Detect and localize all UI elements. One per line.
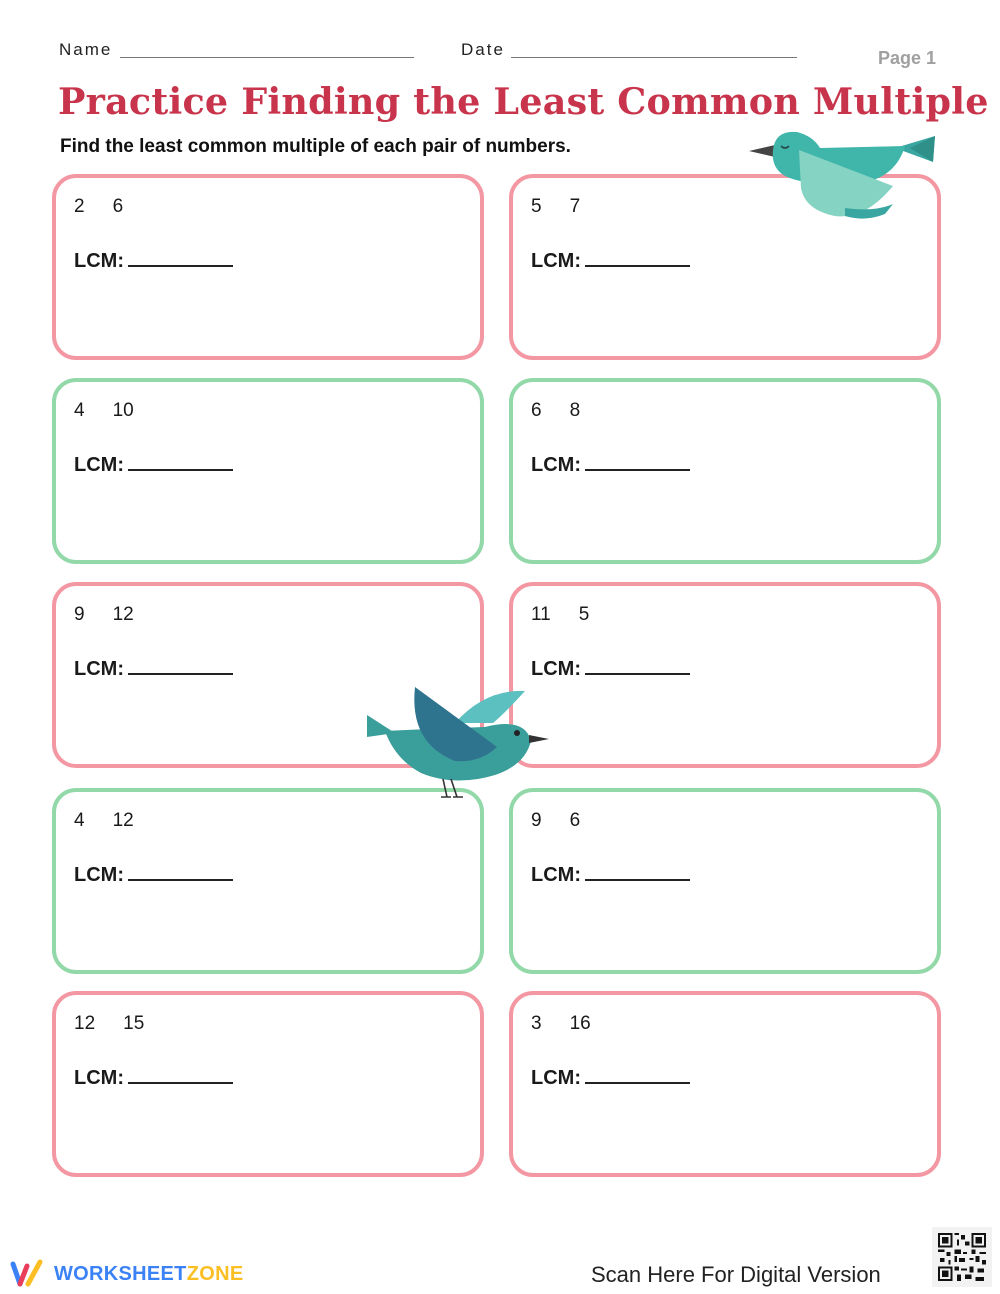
lcm-answer [531,864,690,887]
answer-blank[interactable] [128,1082,233,1084]
number-pair [531,810,580,832]
instructions: Find the least common multiple of each pair of numbers. [60,136,571,157]
lcm-answer [74,250,233,273]
number-a: 11 [531,604,551,625]
lcm-answer [74,454,233,477]
name-field[interactable] [59,40,112,60]
lcm-label: LCM: [531,658,581,680]
problem-box-10 [509,991,941,1177]
problem-box-1 [52,174,484,360]
lcm-label: LCM: [74,250,124,272]
lcm-answer [74,864,233,887]
date-line[interactable] [511,57,797,58]
number-a: 4 [74,810,85,831]
number-a: 3 [531,1013,542,1034]
name-line[interactable] [120,57,414,58]
number-a: 12 [74,1013,96,1034]
number-pair [74,810,134,832]
qr-code-icon[interactable] [932,1227,992,1287]
number-a: 5 [531,196,542,217]
answer-blank[interactable] [128,673,233,675]
number-b: 6 [112,196,124,217]
lcm-label: LCM: [531,1067,581,1089]
brand-word-1: WORKSHEET [54,1262,187,1285]
number-pair [531,604,589,626]
answer-blank[interactable] [128,879,233,881]
number-pair [531,196,580,218]
lcm-label: LCM: [74,658,124,680]
problem-box-8 [509,788,941,974]
number-a: 4 [74,400,85,421]
brand-word-2: ZONE [186,1262,244,1285]
problem-box-9 [52,991,484,1177]
number-b: 8 [569,400,581,421]
problem-box-3 [52,378,484,564]
problem-box-7 [52,788,484,974]
problem-box-6 [509,582,941,768]
number-pair [74,604,134,626]
lcm-answer [74,658,233,681]
answer-blank[interactable] [585,469,690,471]
number-b: 5 [578,604,590,625]
answer-blank[interactable] [585,265,690,267]
date-label: Date [461,40,505,59]
lcm-answer [74,1067,233,1090]
page-title: Practice Finding the Least Common Multiple [58,80,989,123]
number-b: 7 [569,196,581,217]
number-b: 10 [112,400,134,421]
answer-blank[interactable] [128,265,233,267]
logo-icon [8,1258,48,1290]
bird-illustration-middle [365,683,550,803]
number-pair [531,400,580,422]
lcm-label: LCM: [74,454,124,476]
lcm-answer [531,1067,690,1090]
number-pair [74,400,134,422]
date-field[interactable] [461,40,505,60]
answer-blank[interactable] [585,673,690,675]
worksheet-zone-logo[interactable] [8,1258,243,1290]
lcm-answer [531,658,690,681]
number-a: 2 [74,196,85,217]
lcm-label: LCM: [74,1067,124,1089]
answer-blank[interactable] [585,879,690,881]
lcm-label: LCM: [531,454,581,476]
answer-blank[interactable] [128,469,233,471]
number-b: 12 [112,604,134,625]
name-label: Name [59,40,113,59]
lcm-label: LCM: [531,864,581,886]
page-number: Page 1 [878,48,937,68]
number-a: 9 [531,810,542,831]
number-b: 12 [112,810,134,831]
number-b: 16 [569,1013,591,1034]
lcm-answer [531,454,690,477]
lcm-label: LCM: [74,864,124,886]
number-b: 15 [123,1013,145,1034]
number-pair [531,1013,591,1035]
problem-box-4 [509,378,941,564]
number-a: 9 [74,604,85,625]
number-a: 6 [531,400,542,421]
scan-text: Scan Here For Digital Version [591,1262,881,1287]
number-pair [74,196,123,218]
bird-illustration-top [745,128,940,223]
lcm-answer [531,250,690,273]
lcm-label: LCM: [531,250,581,272]
answer-blank[interactable] [585,1082,690,1084]
number-b: 6 [569,810,581,831]
number-pair [74,1013,144,1035]
